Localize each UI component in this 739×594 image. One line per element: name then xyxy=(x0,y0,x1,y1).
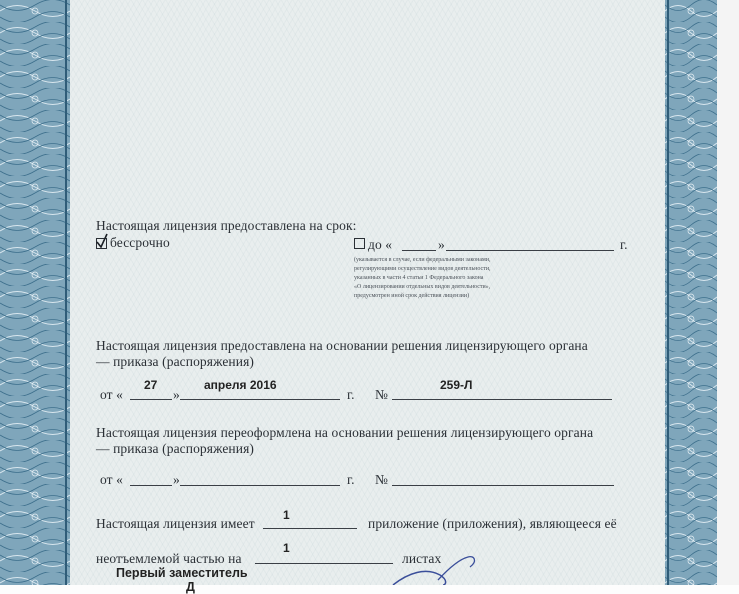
basis-line-2: — приказа (распоряжения) xyxy=(96,354,254,369)
basis-line-1: Настоящая лицензия предоставлена на основании решения лицензирующего органа xyxy=(96,338,588,353)
reissue-day-line xyxy=(130,485,172,486)
basis-number-sign: № xyxy=(375,387,388,402)
attachments-sheets-line xyxy=(255,563,393,564)
until-month-line xyxy=(446,250,614,251)
reissue-year-suffix: г. xyxy=(347,472,355,487)
page-margin xyxy=(717,0,739,585)
term-footnote-5: предусмотрен иной срок действия лицензии) xyxy=(354,293,470,299)
reissue-line-2: — приказа (распоряжения) xyxy=(96,441,254,456)
signatory-title: Первый заместитель xyxy=(116,566,248,580)
term-footnote-1: (указывается в случае, если федеральными законами, xyxy=(354,257,491,263)
reissue-line-1: Настоящая лицензия переоформлена на основании решения лицензирующего органа xyxy=(96,425,594,440)
term-heading: Настоящая лицензия предоставлена на срок: xyxy=(96,218,357,233)
basis-year-suffix: г. xyxy=(347,387,355,402)
until-prefix: до « xyxy=(368,237,393,252)
signature-mark xyxy=(388,545,498,585)
term-footnote-2: регулирующими осуществление видов деятельности, xyxy=(354,266,491,272)
ornamental-border-right xyxy=(665,0,717,585)
basis-number: 259-Л xyxy=(440,378,473,392)
ornamental-border-left xyxy=(0,0,70,585)
signatory-title-continued: Д xyxy=(186,580,195,594)
attachments-prefix: Настоящая лицензия имеет xyxy=(96,516,255,531)
until-date-checkbox xyxy=(354,238,365,249)
basis-close-quote: » xyxy=(173,387,180,402)
attachments-line2-prefix: неотъемлемой частью на xyxy=(96,551,242,566)
attachments-suffix: приложение (приложения), являющееся её xyxy=(368,516,617,531)
until-close-quote: » xyxy=(438,237,445,252)
until-day-line xyxy=(402,250,436,251)
basis-day-line xyxy=(130,399,172,400)
until-year-suffix: г. xyxy=(620,237,628,252)
attachments-count-line xyxy=(263,528,357,529)
basis-month-line xyxy=(180,399,340,400)
attachments-sheets-suffix: листах xyxy=(402,551,442,566)
attachments-count: 1 xyxy=(283,508,290,522)
unlimited-label: бессрочно xyxy=(110,235,170,250)
basis-from-prefix: от « xyxy=(100,387,123,402)
basis-day: 27 xyxy=(144,378,158,392)
checkmark-icon xyxy=(95,233,109,249)
reissue-number-line xyxy=(392,485,614,486)
basis-number-line xyxy=(392,399,612,400)
term-footnote-4: «О лицензировании отдельных видов деятельности», xyxy=(354,284,491,290)
basis-month-year: апреля 2016 xyxy=(204,378,277,392)
reissue-month-line xyxy=(180,485,340,486)
reissue-from-prefix: от « xyxy=(100,472,123,487)
reissue-close-quote: » xyxy=(173,472,180,487)
reissue-number-sign: № xyxy=(375,472,388,487)
term-footnote-3: указанных в части 4 статьи 1 Федерального закона xyxy=(354,275,484,281)
attachments-sheets: 1 xyxy=(283,541,290,555)
